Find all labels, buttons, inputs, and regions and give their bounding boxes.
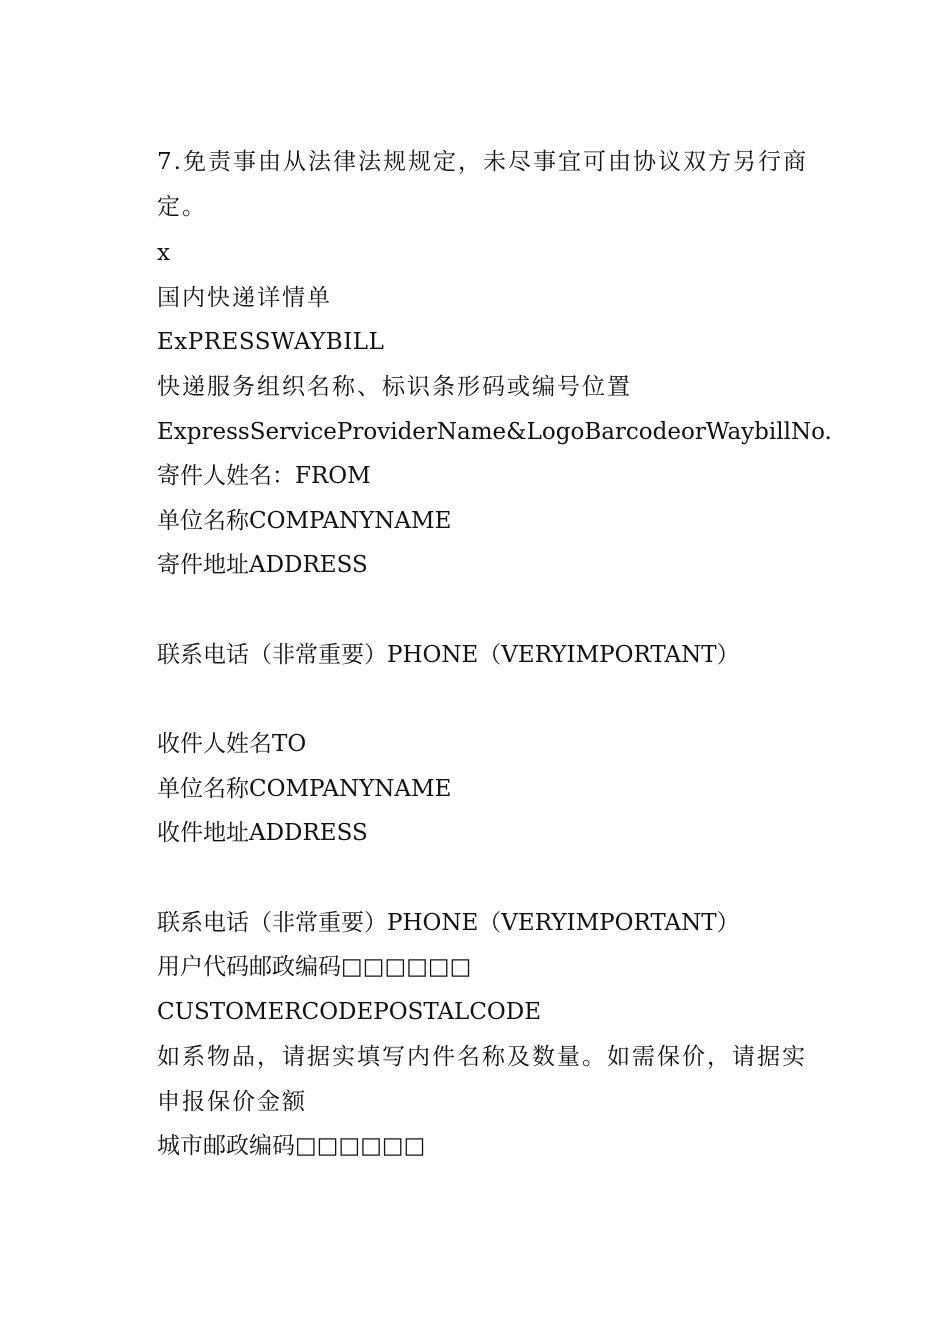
label-recipient-phone: 联系电话（非常重要）PHONE（VERYIMPORTANT）	[157, 910, 740, 936]
label-sender-company: 单位名称COMPANYNAME	[157, 508, 452, 534]
label-sender-phone: 联系电话（非常重要）PHONE（VERYIMPORTANT）	[157, 642, 740, 668]
label-recipient-address: 收件地址ADDRESS	[157, 820, 368, 846]
paragraph-x: x	[157, 240, 170, 266]
label-customer-code-en: CUSTOMERCODEPOSTALCODE	[157, 999, 542, 1025]
label-customer-code-cn: 用户代码邮政编码□□□□□□	[157, 954, 472, 980]
label-city-postal-code: 城市邮政编码□□□□□□	[157, 1133, 426, 1159]
heading-domestic-waybill: 国内快递详情单	[157, 285, 332, 311]
label-sender-name: 寄件人姓名：FROM	[157, 463, 371, 489]
label-recipient-name: 收件人姓名TO	[157, 731, 307, 757]
label-provider-name-cn: 快递服务组织名称、标识条形码或编号位置	[157, 374, 632, 400]
label-provider-name-en: ExpressServiceProviderName&LogoBarcodeorWaybillNo.	[157, 419, 832, 445]
paragraph-declared-value: 如系物品，请据实填写内件名称及数量。如需保价，请据实申报保价金额	[157, 1044, 807, 1115]
label-sender-address: 寄件地址ADDRESS	[157, 552, 368, 578]
paragraph-disclaimer: 7.免责事由从法律法规规定，未尽事宜可由协议双方另行商定。	[157, 149, 808, 220]
heading-express-waybill: ExPRESSWAYBILL	[157, 329, 385, 355]
label-recipient-company: 单位名称COMPANYNAME	[157, 776, 452, 802]
